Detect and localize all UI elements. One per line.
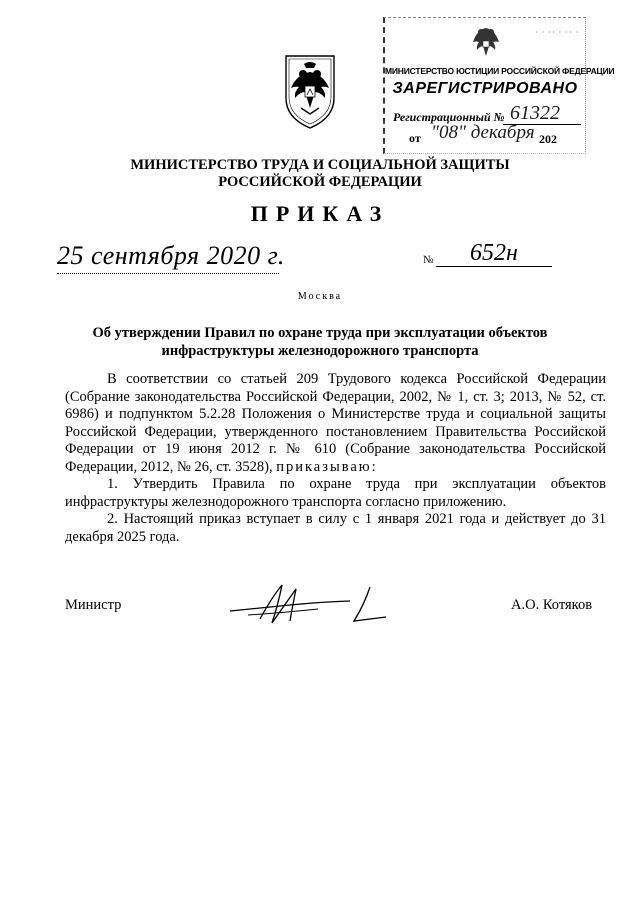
order-date: 25 сентября 2020 г.: [57, 241, 285, 270]
order-number-sign: №: [423, 254, 434, 266]
coat-of-arms-icon: [283, 52, 337, 130]
stamp-date-value: "08" декабря: [431, 122, 535, 143]
ministry-name: [120, 157, 520, 191]
document-title-line1: Об утверждении Правил по охране труда при эксплуатации объектов: [92, 325, 548, 341]
registration-stamp: [383, 17, 615, 154]
stamp-ministry: МИНИСТЕРСТВО ЮСТИЦИИ РОССИЙСКОЙ ФЕДЕРАЦИИ: [385, 66, 615, 76]
ministry-name-line2: РОССИЙСКОЙ ФЕДЕРАЦИИ: [218, 174, 422, 190]
ministry-name-line1: МИНИСТЕРСТВО ТРУДА И СОЦИАЛЬНОЙ ЗАЩИТЫ: [130, 157, 510, 173]
order-word: приказываю:: [276, 458, 378, 475]
document-body: [65, 371, 606, 546]
order-number-underline: [436, 266, 552, 267]
preamble-paragraph: [65, 371, 606, 476]
document-title: [80, 324, 560, 360]
city: Москва: [297, 291, 343, 302]
order-number: 652н: [470, 240, 518, 266]
stamp-year-suffix: 202: [539, 132, 557, 146]
stamp-decoration: · · ·· · ·· ·: [535, 28, 580, 37]
stamp-date-from: от: [409, 131, 421, 145]
item-2: 2. Настоящий приказ вступает в силу с 1 января 2021 года и действует до 31 декабря 2025 года.: [65, 511, 606, 545]
coat-of-arms-icon: [471, 24, 501, 64]
signer-title: Министр: [65, 597, 122, 613]
stamp-registered: ЗАРЕГИСТРИРОВАНО: [392, 80, 578, 97]
preamble-text: В соответствии со статьей 209 Трудового кодекса Российской Федерации (Собрание законодательства Российской Федерации, 2002, № 1, ст. 3; 2013, № 52, ст. 6986) и подпунктом 5.2.28 Положения о Министерстве труда и социальной защиты Российской Федерации, утвержденного постановлением Правительства Российской Федерации от 19 июня 2012 г. № 610 (Собрание законодательства Российской Федерации, 2012, № 26, ст. 3528),: [65, 371, 606, 475]
document-title-line2: инфраструктуры железнодорожного транспорта: [161, 343, 479, 359]
document-type: ПРИКАЗ: [250, 201, 390, 226]
stamp-reg-number-value: 61322: [510, 102, 560, 124]
handwritten-signature-icon: [220, 575, 400, 635]
order-date-underline: [57, 273, 279, 274]
signer-name: А.О. Котяков: [511, 597, 593, 613]
item-1: 1. Утвердить Правила по охране труда при эксплуатации объектов инфраструктуры железнодорожного транспорта согласно приложению.: [65, 476, 606, 510]
stamp-reg-number-label: Регистрационный №: [393, 110, 505, 124]
